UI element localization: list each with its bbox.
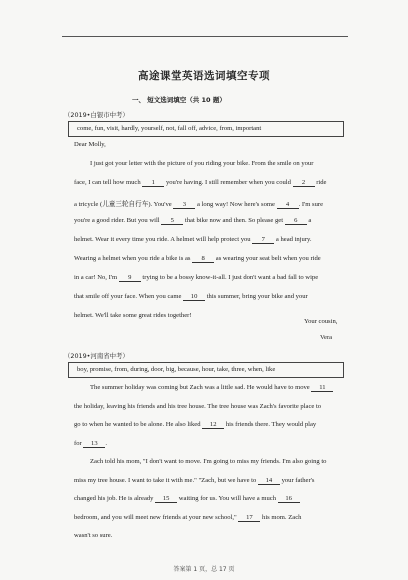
- text-segment: helmet. Wear it every time you ride. A helmet will help protect you: [74, 236, 253, 243]
- text-segment: trying to be a bossy know-it-all. I just don't want a bad fall to wipe: [140, 274, 319, 281]
- text-segment: . I'm sure: [298, 201, 324, 208]
- text-segment: changed his job. He is already: [74, 495, 156, 502]
- passage1-greeting: Dear Molly,: [74, 141, 106, 148]
- text-segment: a tricycle (儿童三轮自行车). You've: [74, 201, 174, 208]
- text-segment: .: [105, 439, 107, 447]
- answer-blank[interactable]: 13: [83, 440, 105, 448]
- answer-blank[interactable]: 6: [285, 217, 307, 225]
- text-line: [74, 403, 321, 410]
- text-segment: a: [306, 217, 312, 224]
- text-segment: helmet. We'll take some great rides together!: [74, 312, 192, 319]
- passage1-closing: Your cousin,: [304, 318, 338, 325]
- page-title: 高途课堂英语选词填空专项: [138, 70, 270, 82]
- answer-blank[interactable]: 1: [142, 179, 164, 187]
- answer-blank[interactable]: 12: [202, 421, 224, 429]
- answer-blank[interactable]: 16: [278, 495, 300, 503]
- text-segment: a head injury.: [274, 236, 312, 243]
- text-line: [74, 198, 323, 209]
- text-segment: ride: [314, 179, 327, 186]
- text-segment: miss my tree house. I want to take it with me." "Zach, but we have to: [74, 476, 258, 484]
- passage2-source: （2019•河南省中考）: [64, 352, 129, 360]
- answer-blank[interactable]: 10: [183, 293, 205, 301]
- text-segment: the holiday, leaving his friends and his tree house. The tree house was Zach's favorite place to: [74, 402, 322, 410]
- page-footer: 答案第 1 页，总 17 页: [173, 566, 235, 573]
- answer-blank[interactable]: 11: [311, 384, 333, 392]
- text-line: [90, 458, 326, 465]
- text-line: [74, 293, 308, 301]
- passage1-source: （2019•白银市中考）: [64, 111, 129, 119]
- passage1-wordbox: come, fun, visit, hardly, yourself, not, fall off, advice, from, important: [68, 121, 344, 137]
- answer-blank[interactable]: 7: [252, 236, 274, 244]
- text-line: [74, 179, 326, 187]
- text-segment: Zach told his mom, "I don't want to move. I'm going to miss my friends. I'm also going to: [90, 458, 327, 465]
- text-line: [90, 160, 313, 167]
- text-segment: his mom. Zach: [260, 513, 302, 521]
- text-segment: face, I can tell how much: [74, 179, 143, 186]
- text-segment: wasn't so sure.: [74, 532, 113, 539]
- text-line: [74, 495, 300, 503]
- text-segment: I just got your letter with the picture of you riding your bike. From the smile on your: [90, 160, 314, 167]
- text-line: [74, 477, 314, 485]
- answer-blank[interactable]: 5: [161, 217, 183, 225]
- section-heading: 一、 短文选词填空（共 10 题）: [132, 96, 226, 104]
- text-line: [74, 421, 316, 429]
- text-line: [74, 440, 107, 448]
- passage2-wordbox: boy, promise, from, during, door, big, because, hour, take, three, when, like: [68, 362, 344, 378]
- answer-blank[interactable]: 2: [293, 179, 315, 187]
- text-segment: a long way! Now here's some: [195, 201, 277, 208]
- text-line: [90, 384, 333, 392]
- text-line: [74, 312, 192, 319]
- text-segment: in a car! No, I'm: [74, 274, 119, 281]
- text-segment: waiting for us. You will have a much: [177, 495, 278, 502]
- answer-blank[interactable]: 4: [277, 201, 299, 209]
- text-segment: for: [74, 439, 84, 447]
- passage1-signature: Vera: [320, 334, 333, 341]
- text-segment: Wearing a helmet when you ride a bike is as: [74, 255, 193, 262]
- text-segment: that bike now and then. So please get: [183, 217, 285, 224]
- answer-blank[interactable]: 17: [238, 514, 260, 522]
- text-line: [74, 217, 311, 225]
- text-segment: as wearing your seat belt when you ride: [214, 255, 321, 262]
- text-segment: his friends there. They would play: [224, 421, 317, 428]
- text-line: [74, 236, 312, 244]
- answer-blank[interactable]: 3: [173, 201, 195, 209]
- answer-blank[interactable]: 8: [192, 255, 214, 263]
- answer-blank[interactable]: 9: [119, 274, 141, 282]
- text-segment: go to when he wanted to be alone. He also liked: [74, 421, 203, 428]
- text-line: [74, 532, 112, 539]
- text-line: [74, 274, 318, 282]
- text-segment: that smile off your face. When you came: [74, 293, 184, 300]
- answer-blank[interactable]: 14: [258, 477, 280, 485]
- text-segment: this summer, bring your bike and your: [205, 293, 308, 300]
- text-segment: you're having. I still remember when you could: [164, 179, 293, 186]
- text-segment: you're a good rider. But you will: [74, 217, 162, 224]
- text-segment: bedroom, and you will meet new friends at your new school,": [74, 513, 239, 521]
- text-segment: The summer holiday was coming but Zach was a little sad. He would have to move: [90, 384, 312, 391]
- text-segment: your father's: [279, 476, 315, 484]
- answer-blank[interactable]: 15: [155, 495, 177, 503]
- header-rule: [62, 36, 348, 37]
- text-line: [74, 255, 321, 263]
- text-line: [74, 514, 301, 522]
